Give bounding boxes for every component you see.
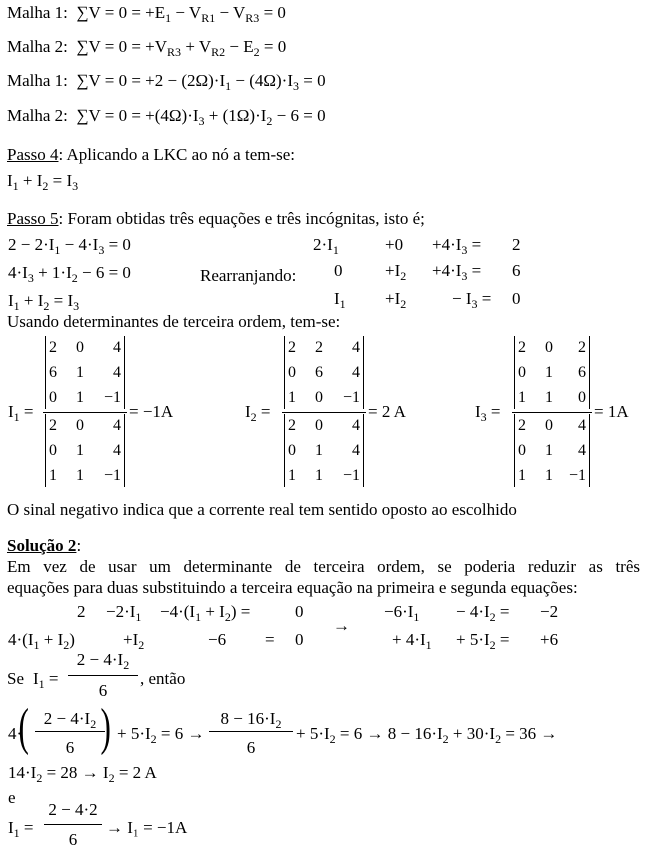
malha-label: Malha 1: (7, 71, 68, 90)
determinant-numerator-i1 (45, 336, 125, 409)
sys-r1-c1: $-6\cdot I_1$ (384, 602, 420, 624)
entao-label: , então (140, 669, 186, 688)
matrix-cell: 6 (49, 364, 57, 381)
matrix-cell: 1 (518, 467, 526, 484)
matrix-cell: 1 (545, 389, 553, 406)
rearr-r2-c4: 6 (512, 261, 521, 280)
rearr-r3-c3: − $I_3$ = (452, 289, 492, 311)
rearranjando-label: Rearranjando: (200, 266, 297, 285)
matrix-cell: 1 (315, 467, 323, 484)
determinant-denominator-i3 (514, 414, 590, 487)
current-label-i1: $I_1$ = (8, 402, 34, 424)
determinant-result-i2: = 2 A (368, 402, 406, 421)
line5-result: $14\cdot I_2 = 28 \to I_2 = 2$ A (8, 763, 157, 785)
equation-2: $4\cdot I_3 + 1\cdot I_2 - 6 = 0$ (8, 263, 131, 285)
second-numerator: $8 - 16\cdot I_2$ (220, 709, 282, 731)
matrix-cell: 1 (288, 389, 296, 406)
matrix-cell: 0 (578, 389, 586, 406)
matrix-cell: 0 (49, 389, 57, 406)
sys-l1-c1: 2 (77, 602, 86, 621)
rearr-r2-c3: $+4\cdot I_3$ = (432, 261, 482, 283)
matrix-cell: 0 (315, 389, 323, 406)
current-label-i2: $I_2$ = (245, 402, 271, 424)
sys-l2-c1: $4\cdot(I_1 + I_2)$ (8, 630, 75, 652)
negative-sign-note: O sinal negativo indica que a corrente real tem sentido oposto ao escolhido (7, 500, 517, 519)
left-paren: ( (18, 699, 29, 756)
matrix-cell: 0 (518, 442, 526, 459)
malha-1-kvl-symbolic: Malha 1: $\sum V = 0 = +E_1 - V_{R1} - V_{R3} = 0$ (7, 3, 286, 25)
matrix-cell: 0 (76, 339, 84, 356)
matrix-cell: 4 (578, 417, 586, 434)
inner-numerator: $2 - 4\cdot I_2$ (43, 709, 97, 731)
matrix-cell: 1 (518, 389, 526, 406)
inner-fraction-bar (35, 731, 105, 732)
solucao2-heading (7, 537, 81, 554)
sys-l1-c4: 0 (295, 602, 304, 621)
passo5-heading (7, 210, 425, 227)
line4-mid: + $5\cdot I_2 = 6$ → (117, 724, 205, 746)
malha-label: Malha 2: (7, 37, 68, 56)
matrix-cell: 4 (352, 417, 360, 434)
matrix-cell: 1 (545, 442, 553, 459)
matrix-cell: 6 (315, 364, 323, 381)
second-fraction-bar (209, 731, 293, 732)
matrix-cell: 2 (49, 339, 57, 356)
malha-label: Malha 1: (7, 3, 68, 22)
sys-l2-c2: $+I_2$ (123, 630, 145, 652)
fraction-bar (282, 412, 366, 413)
matrix-cell: 2 (288, 339, 296, 356)
rearr-r3-c2: $+I_2$ (385, 289, 407, 311)
matrix-cell: 0 (76, 417, 84, 434)
sys-r2-c3: +6 (540, 630, 559, 649)
determinants-intro: Usando determinantes de terceira ordem, tem-se: (7, 312, 341, 331)
se-label: Se (7, 669, 24, 688)
fraction-numerator: $2 - 4\cdot I_2$ (76, 650, 130, 672)
passo5-text: : Foram obtidas três equações e três incógnitas, isto é; (58, 209, 425, 228)
matrix-cell: −1 (568, 467, 586, 484)
line4-suffix: + $5\cdot I_2 = 6 \to 8 - 16\cdot I_2 + 30\cdot I_2 = 36$ → (296, 724, 558, 746)
sys-r2-c1: + $4\cdot I_1$ (392, 630, 432, 652)
sys-r2-c2: + $5\cdot I_2$ = (456, 630, 510, 652)
sys-r1-c3: −2 (540, 602, 559, 621)
matrix-cell: −1 (342, 389, 360, 406)
matrix-cell: 0 (545, 417, 553, 434)
matrix-cell: 6 (578, 364, 586, 381)
matrix-cell: 4 (113, 442, 121, 459)
matrix-cell: 1 (76, 364, 84, 381)
matrix-cell: −1 (103, 467, 121, 484)
sys-l2-c4: = (265, 630, 275, 649)
passo4-title: Passo 4 (7, 145, 59, 164)
rearr-r1-c3: $+4\cdot I_3$ = (432, 235, 482, 257)
fraction-bar (512, 412, 592, 413)
second-denominator: 6 (246, 738, 256, 757)
equation-1: $2 - 2\cdot I_1 - 4\cdot I_3 = 0$ (8, 235, 131, 257)
rearr-r1-c4: 2 (512, 235, 521, 254)
matrix-cell: 4 (113, 417, 121, 434)
solucao2-title: Solução 2 (7, 536, 77, 555)
malha-1-kvl-numeric: Malha 1: $\sum V = 0 = +2 - (2\Omega)\cdot I_1 - (4\Omega)\cdot I_3 = 0$ (7, 71, 326, 93)
solucao2-paragraph-line2: equações para duas substituindo a terceira equação na primeira e segunda equações: (7, 578, 578, 597)
malha-2-kvl-symbolic: Malha 2: $\sum V = 0 = +V_{R3} + V_{R2} - E_2 = 0$ (7, 37, 287, 59)
rearr-r1-c2: +0 (385, 235, 404, 254)
solucao2-paragraph-line1: Em vez de usar um determinante de terceira ordem, se poderia reduzir as três (7, 557, 640, 576)
rearr-r2-c2: $+I_2$ (385, 261, 407, 283)
rearr-r3-c1: $I_1$ (334, 289, 346, 311)
matrix-cell: 0 (315, 417, 323, 434)
matrix-cell: 1 (288, 467, 296, 484)
matrix-cell: 4 (578, 442, 586, 459)
determinant-denominator-i1 (45, 414, 125, 487)
matrix-cell: 1 (545, 364, 553, 381)
matrix-cell: 2 (518, 417, 526, 434)
matrix-cell: 1 (315, 442, 323, 459)
malha-label: Malha 2: (7, 106, 68, 125)
matrix-cell: 0 (288, 364, 296, 381)
fraction-denominator: 6 (98, 681, 108, 700)
matrix-cell: −1 (342, 467, 360, 484)
rearr-r2-c1: 0 (334, 261, 343, 280)
line4-prefix: 4· (8, 724, 23, 743)
matrix-cell: 2 (49, 417, 57, 434)
final-fraction-bar (44, 824, 102, 825)
sys-l2-c5: 0 (295, 630, 304, 649)
sys-l1-c2: $-2\cdot I_1$ (106, 602, 142, 624)
final-numerator: 2 − 4·2 (48, 800, 98, 819)
arrow-icon: → (333, 616, 350, 635)
matrix-cell: 4 (352, 364, 360, 381)
matrix-cell: 4 (113, 339, 121, 356)
passo4-equation: $I_1 + I_2 = I_3$ (7, 171, 79, 193)
current-label-i3: $I_3$ = (475, 402, 501, 424)
rearr-r1-c1: $2\cdot I_1$ (313, 235, 339, 257)
determinant-numerator-i3 (514, 336, 590, 409)
right-paren: ) (100, 699, 111, 756)
determinant-result-i1: = −1A (129, 402, 174, 421)
matrix-cell: 4 (352, 442, 360, 459)
equation-3: $I_1 + I_2 = I_3$ (8, 291, 80, 313)
matrix-cell: 0 (518, 364, 526, 381)
matrix-cell: −1 (103, 389, 121, 406)
matrix-cell: 4 (352, 339, 360, 356)
matrix-cell: 4 (113, 364, 121, 381)
sys-r1-c2: − $4\cdot I_2$ = (456, 602, 510, 624)
final-i1-equals: $I_1$ = (8, 818, 34, 840)
fraction-bar (43, 412, 127, 413)
passo4-heading (7, 146, 295, 163)
matrix-cell: 2 (288, 417, 296, 434)
e-connector: e (8, 788, 16, 807)
matrix-cell: 2 (315, 339, 323, 356)
sys-l1-c3: $-4\cdot(I_1 + I_2)$ = (160, 602, 251, 624)
malha-2-kvl-numeric: Malha 2: $\sum V = 0 = +(4\Omega)\cdot I_3 + (1\Omega)\cdot I_2 - 6 = 0$ (7, 106, 326, 128)
rearr-r3-c4: 0 (512, 289, 521, 308)
determinant-denominator-i2 (284, 414, 364, 487)
matrix-cell: 0 (545, 339, 553, 356)
determinant-result-i3: = 1A (594, 402, 629, 421)
matrix-cell: 1 (545, 467, 553, 484)
matrix-cell: 1 (76, 467, 84, 484)
matrix-cell: 1 (49, 467, 57, 484)
final-denominator: 6 (68, 830, 78, 849)
colon: : (76, 536, 82, 555)
matrix-cell: 1 (76, 442, 84, 459)
matrix-cell: 0 (49, 442, 57, 459)
sys-l2-c3: −6 (208, 630, 227, 649)
matrix-cell: 2 (518, 339, 526, 356)
i1-equals: $I_1$ = (33, 669, 59, 691)
passo4-text: : Aplicando a LKC ao nó a tem-se: (58, 145, 296, 164)
matrix-cell: 1 (76, 389, 84, 406)
inner-denominator: 6 (65, 738, 75, 757)
fraction-bar (68, 675, 138, 676)
passo5-title: Passo 5 (7, 209, 59, 228)
final-result: → I₁ = −1A (106, 818, 188, 837)
matrix-cell: 0 (288, 442, 296, 459)
matrix-cell: 2 (578, 339, 586, 356)
determinant-numerator-i2 (284, 336, 364, 409)
